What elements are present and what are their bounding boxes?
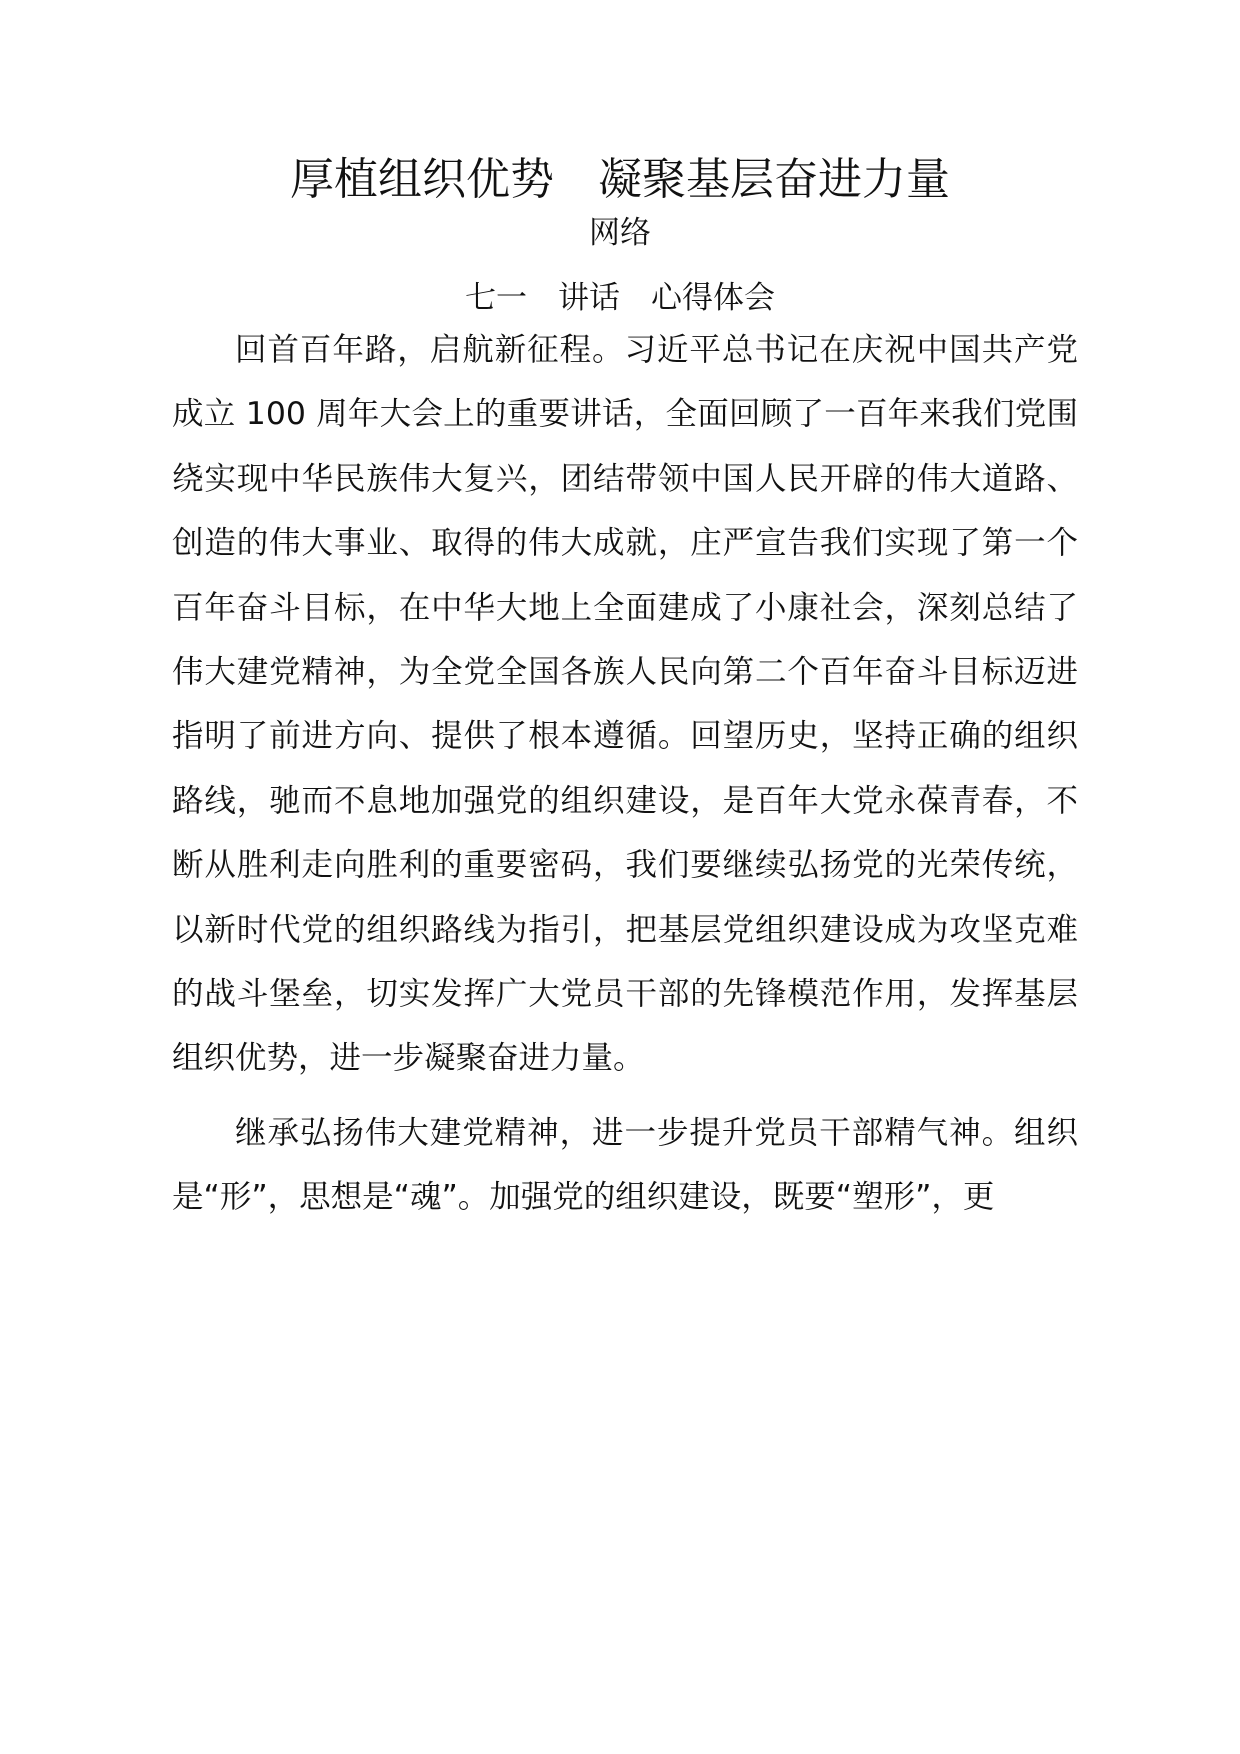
document-body xyxy=(172,318,1078,1230)
document-title: 厚植组织优势 凝聚基层奋进力量 xyxy=(290,154,950,205)
document-tags: 七一 讲话 心得体会 xyxy=(465,280,775,316)
body-paragraph-1: 回首百年路，启航新征程。习近平总书记在庆祝中国共产党成立 100 周年大会上的重要讲话，全面回顾了一百年来我们党围绕实现中华民族伟大复兴，团结带领中国人民开辟的伟大道路、创造的伟大事业、取得的伟大成就，庄严宣告我们实现了第一个百年奋斗目标，在中华大地上全面建成了小康社会，深刻总结了伟大建党精神，为全党全国各族人民向第二个百年奋斗目标迈进指明了前进方向、提供了根本遵循。回望历史，坚持正确的组织路线，驰而不息地加强党的组织建设，是百年大党永葆青春，不断从胜利走向胜利的重要密码，我们要继续弘扬党的光荣传统，以新时代党的组织路线为指引，把基层党组织建设成为攻坚克难的战斗堡垒，切实发挥广大党员干部的先锋模范作用，发挥基层组织优势，进一步凝聚奋进力量。 xyxy=(172,332,1078,1077)
document-source: 网络 xyxy=(589,215,651,251)
body-paragraph-2: 继承弘扬伟大建党精神，进一步提升党员干部精气神。组织是“形”，思想是“魂”。加强党的组织建设，既要“塑形”，更 xyxy=(172,1114,1078,1216)
